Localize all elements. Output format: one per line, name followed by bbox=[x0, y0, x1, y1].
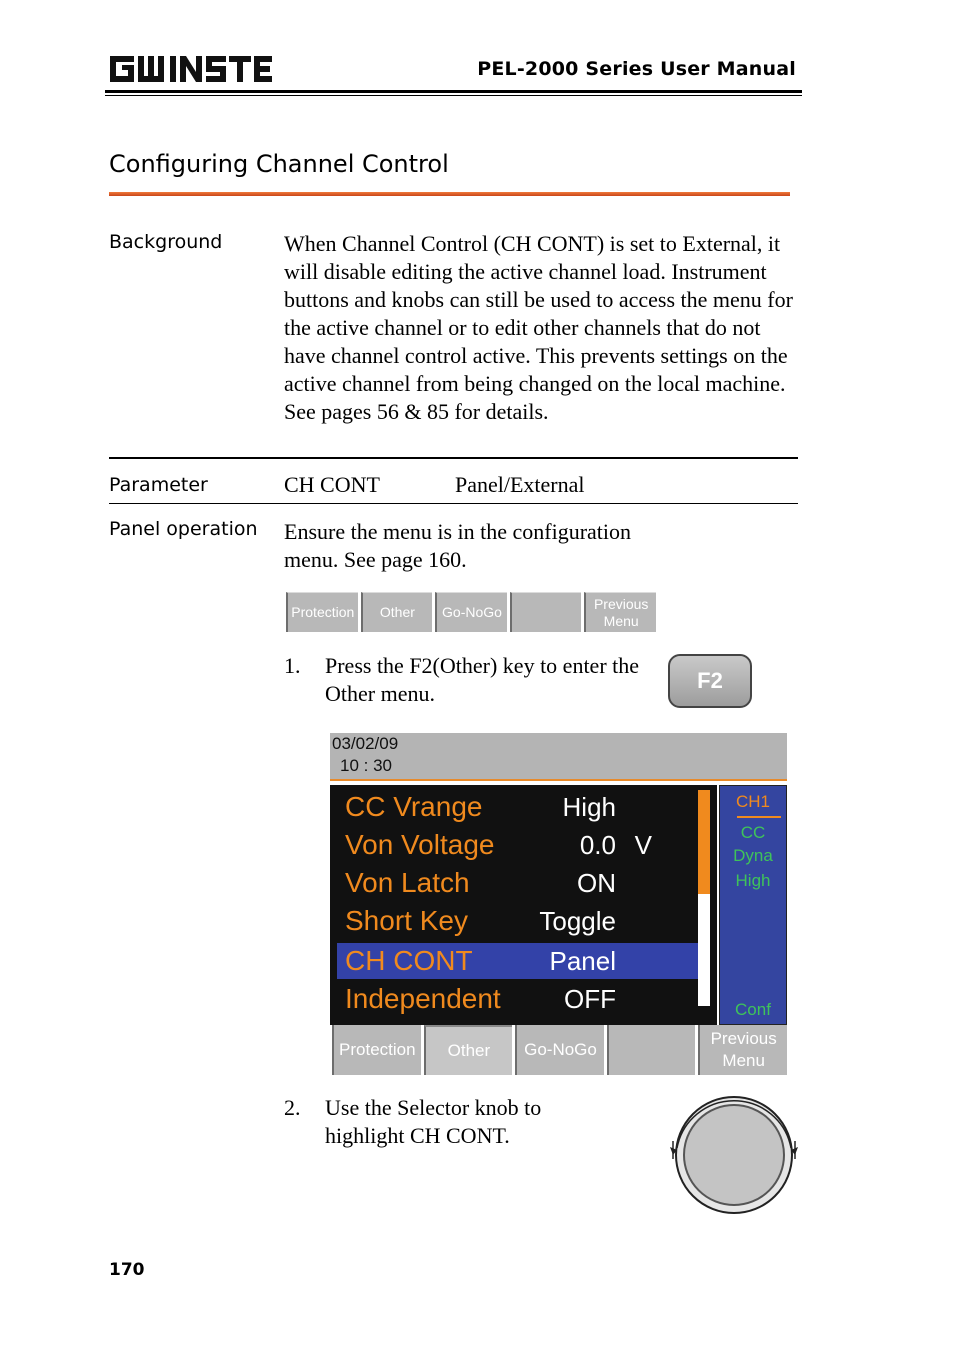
row-divider bbox=[109, 457, 798, 459]
softkey-blank[interactable] bbox=[510, 592, 582, 632]
header-rule bbox=[105, 90, 802, 93]
screen-date: 03/02/09 bbox=[332, 734, 399, 753]
menu-row-value: OFF bbox=[564, 984, 616, 1014]
menu-row-ch-cont-selected[interactable] bbox=[337, 943, 698, 979]
menu-row-von-latch[interactable] bbox=[337, 865, 698, 901]
softkey-previous-menu[interactable]: Previous Menu bbox=[584, 592, 656, 632]
row-divider bbox=[109, 503, 798, 504]
menu-row-name: Von Latch bbox=[345, 867, 470, 898]
menu-row-value: ON bbox=[577, 868, 616, 898]
manual-title: PEL-2000 Series User Manual bbox=[477, 58, 796, 80]
section-title: Configuring Channel Control bbox=[109, 150, 449, 178]
menu-row-value: High bbox=[562, 792, 616, 822]
screen-softkeys bbox=[332, 1025, 787, 1075]
menu-row-independent[interactable] bbox=[337, 981, 698, 1017]
screen-status-bar bbox=[330, 733, 787, 781]
softkey-previous-menu[interactable]: Previous Menu bbox=[698, 1025, 787, 1075]
softkey-protection[interactable]: Protection bbox=[286, 592, 358, 632]
background-text: When Channel Control (CH CONT) is set to External, it will disable editing the active channel load. Instrument buttons and knobs can still be used to access the menu for the active channel or to edit other channels that do not have channel control active. This prevents settings on the active channel from being changed on the local machine. See pages 56 & 85 for details. bbox=[284, 231, 793, 424]
screen-time: 10 : 30 bbox=[340, 756, 392, 775]
mode-label: CC bbox=[740, 823, 766, 842]
softkey-blank[interactable] bbox=[607, 1025, 696, 1075]
parameter-value: Panel/External bbox=[455, 472, 585, 497]
channel-underline bbox=[737, 816, 781, 818]
dyna-label: Dyna bbox=[733, 846, 773, 865]
menu-row-name: CC Vrange bbox=[345, 791, 483, 822]
softkey-protection[interactable]: Protection bbox=[332, 1025, 421, 1075]
page-number: 170 bbox=[109, 1260, 145, 1280]
menu-scrollbar-thumb[interactable] bbox=[698, 790, 710, 894]
step-2-number: 2. bbox=[284, 1095, 301, 1120]
menu-row-von-voltage[interactable] bbox=[337, 827, 698, 863]
channel-status-panel bbox=[719, 785, 787, 1025]
header-rule-thin bbox=[105, 95, 802, 96]
softkey-go-nogo[interactable]: Go-NoGo bbox=[435, 592, 507, 632]
softkey-other[interactable]: Other bbox=[361, 592, 433, 632]
menu-row-value: Toggle bbox=[539, 906, 616, 936]
section-underline bbox=[109, 192, 790, 196]
parameter-label: Parameter bbox=[109, 474, 208, 496]
menu-row-name: Von Voltage bbox=[345, 829, 495, 860]
panel-operation-label: Panel operation bbox=[109, 518, 258, 540]
step-1-number: 1. bbox=[284, 653, 301, 678]
other-menu-screen bbox=[330, 785, 717, 1025]
background-label: Background bbox=[109, 231, 223, 253]
menu-row-unit: V bbox=[634, 830, 652, 860]
f2-key-button[interactable]: F2 bbox=[668, 654, 752, 708]
parameter-name: CH CONT bbox=[284, 472, 380, 497]
menu-row-name: CH CONT bbox=[345, 945, 473, 976]
menu-row-short-key[interactable] bbox=[337, 903, 698, 939]
range-label: High bbox=[735, 871, 771, 890]
panel-operation-intro: Ensure the menu is in the configuration menu. See page 160. bbox=[284, 519, 632, 572]
channel-label: CH1 bbox=[735, 792, 770, 811]
menu-row-cc-vrange[interactable] bbox=[337, 789, 698, 825]
menu-row-name: Short Key bbox=[345, 905, 468, 936]
selector-knob-icon[interactable] bbox=[667, 1093, 801, 1217]
gw-instek-logo bbox=[108, 52, 280, 86]
softkey-other[interactable]: Other bbox=[424, 1025, 513, 1075]
menu-row-value: Panel bbox=[549, 946, 616, 976]
softkey-go-nogo[interactable]: Go-NoGo bbox=[515, 1025, 604, 1075]
step-2-text: Use the Selector knob to highlight CH CONT. bbox=[325, 1095, 542, 1148]
menu-row-value: 0.0 bbox=[579, 830, 616, 860]
menu-row-name: Independent bbox=[345, 983, 501, 1014]
conf-label: Conf bbox=[735, 1000, 771, 1019]
config-menu-softkeys bbox=[286, 592, 656, 632]
step-1-text: Press the F2(Other) key to enter the Other menu. bbox=[325, 653, 640, 706]
